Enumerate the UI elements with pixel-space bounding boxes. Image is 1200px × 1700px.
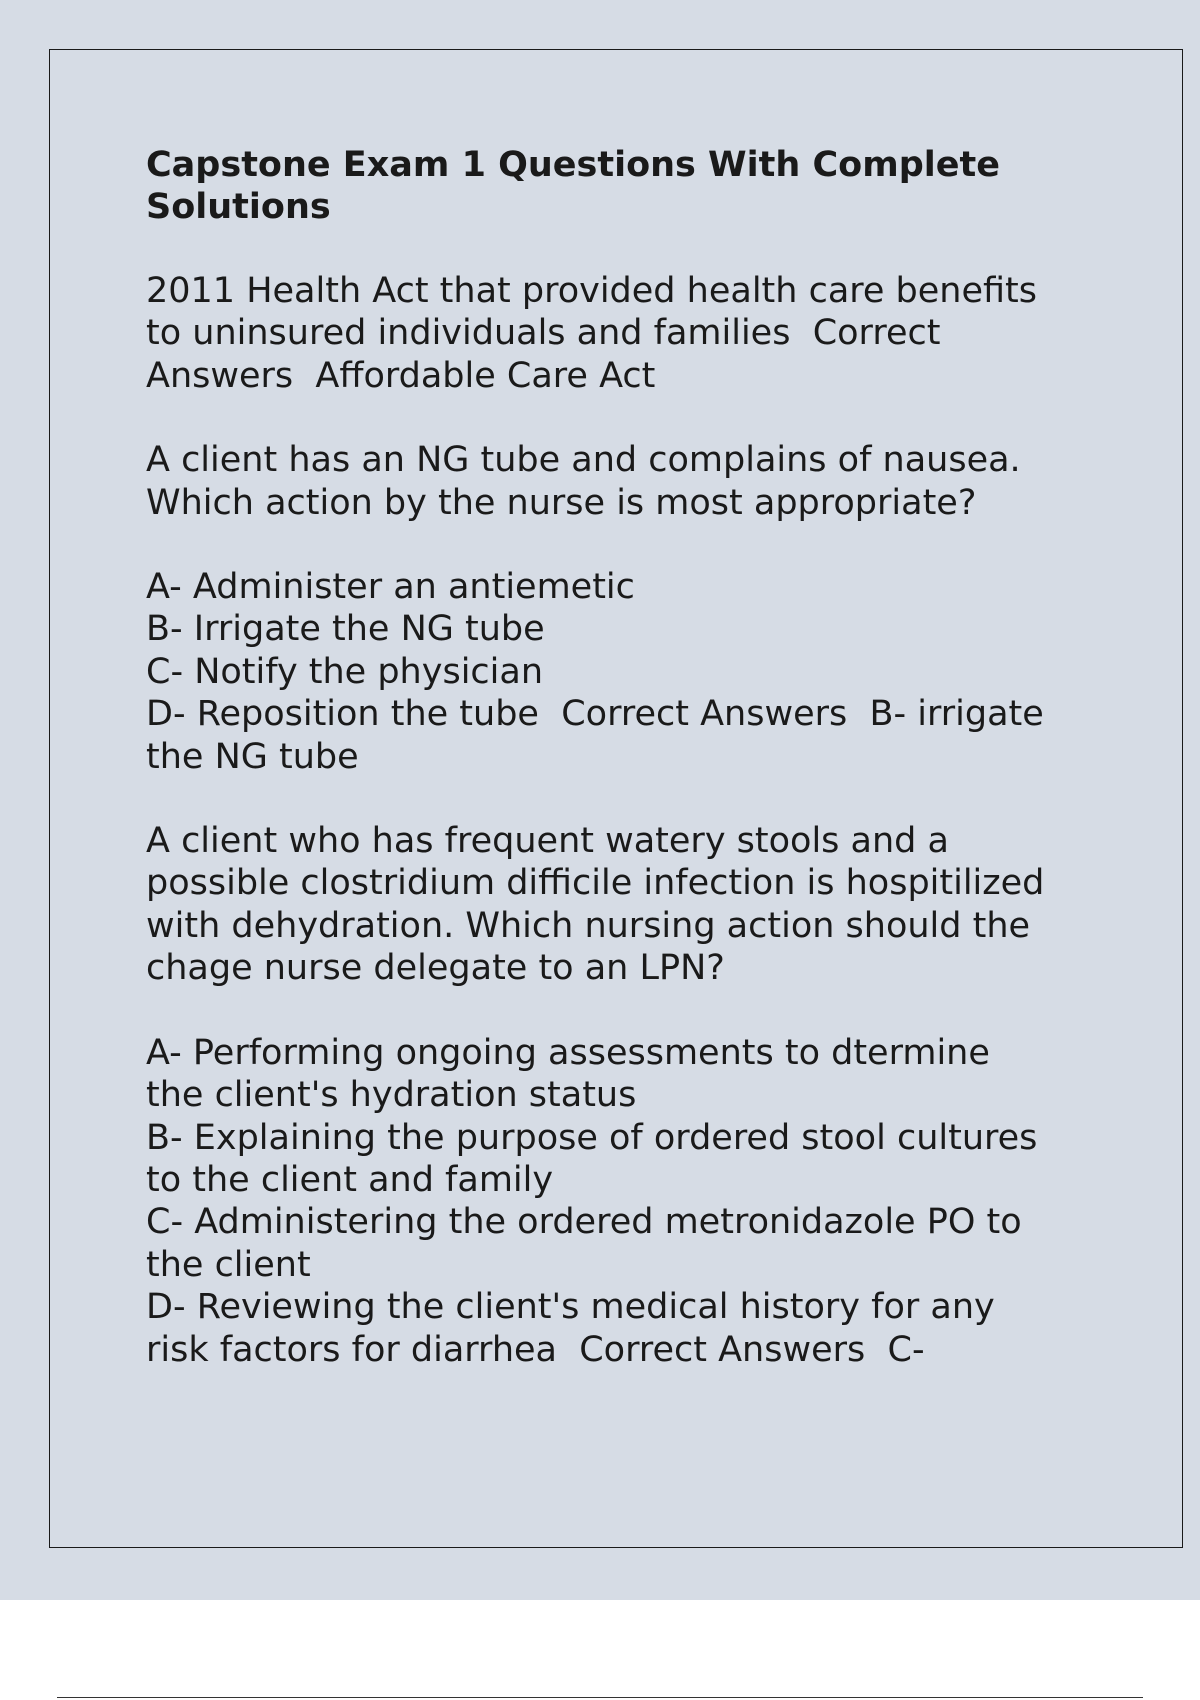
footer-divider	[57, 1697, 1143, 1698]
text-line: chage nurse delegate to an LPN?	[146, 948, 725, 989]
option-line: the client	[146, 1244, 311, 1285]
option-line: the client's hydration status	[146, 1075, 637, 1116]
text-line: A client has an NG tube and complains of nausea.	[146, 440, 1021, 481]
option-line: C- Notify the physician	[146, 651, 544, 692]
text-line: Which action by the nurse is most appropriate?	[146, 482, 977, 523]
text-line: with dehydration. Which nursing action should the	[146, 905, 1031, 946]
title-line: Solutions	[146, 187, 331, 227]
option-line: A- Administer an antiemetic	[146, 567, 635, 608]
text-line: to uninsured individuals and families Correct	[146, 313, 941, 354]
question-c-diff-stem	[146, 820, 1096, 990]
text-line: A client who has frequent watery stools and a	[146, 821, 949, 862]
option-line: B- Irrigate the NG tube	[146, 609, 545, 650]
document-title	[146, 144, 1096, 228]
question-ng-tube-stem	[146, 439, 1096, 524]
title-line: Capstone Exam 1 Questions With Complete	[146, 145, 1000, 185]
document-content	[146, 144, 1096, 1413]
option-line: to the client and family	[146, 1159, 554, 1200]
option-line: D- Reviewing the client's medical history for any	[146, 1287, 995, 1328]
option-line: C- Administering the ordered metronidazole PO to	[146, 1202, 1022, 1243]
text-line: 2011 Health Act that provided health care benefits	[146, 271, 1038, 311]
option-line: risk factors for diarrhea Correct Answers C-	[146, 1329, 925, 1370]
option-line: A- Performing ongoing assessments to dtermine	[146, 1032, 990, 1073]
option-line: D- Reposition the tube Correct Answers B- irrigate	[146, 694, 1044, 735]
option-line: the NG tube	[146, 736, 359, 777]
text-line: Answers Affordable Care Act	[146, 355, 656, 396]
question-c-diff-options	[146, 1032, 1096, 1371]
question-ng-tube-options	[146, 566, 1096, 778]
text-line: possible clostridium difficile infection is hospitilized	[146, 863, 1045, 904]
option-line: B- Explaining the purpose of ordered stool cultures	[146, 1117, 1038, 1158]
question-affordable-care-act	[146, 270, 1096, 397]
